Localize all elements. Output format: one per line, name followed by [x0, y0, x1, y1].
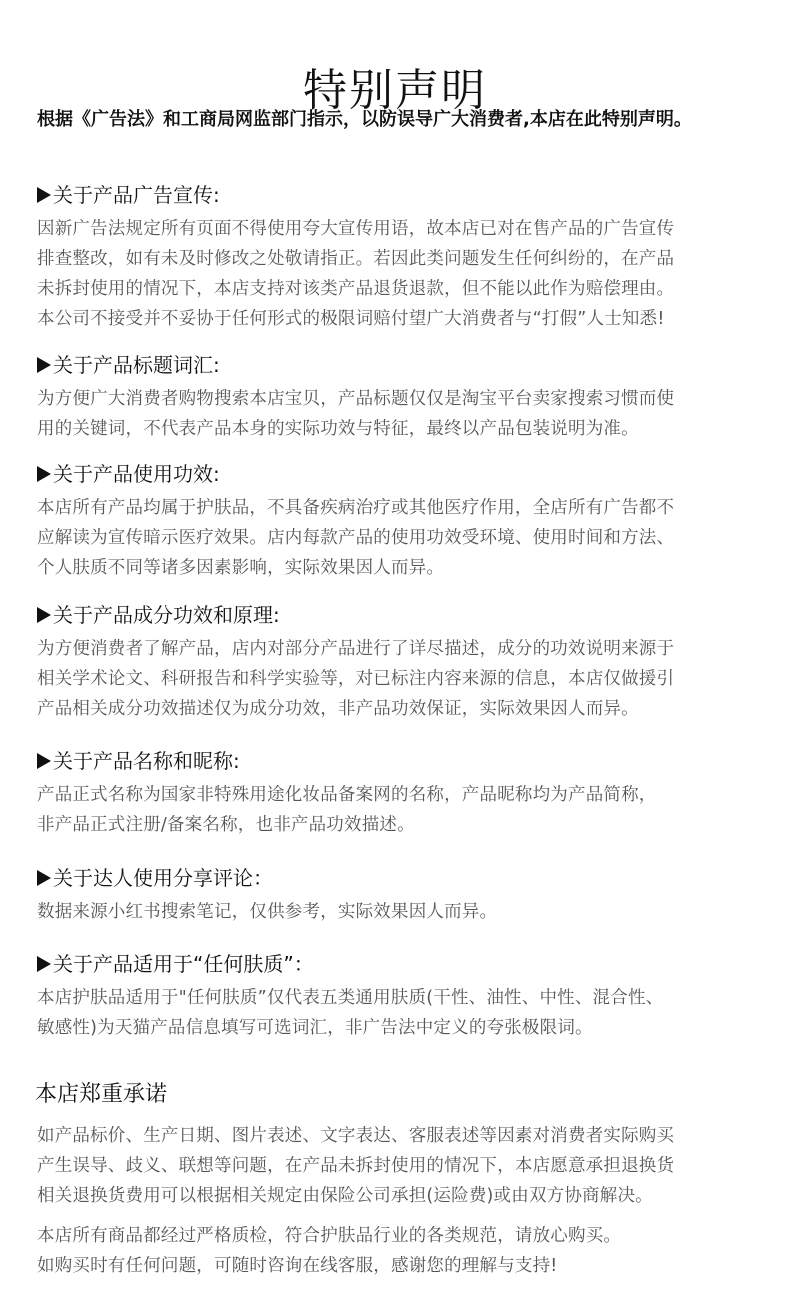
body-line: 排查整改，如有未及时修改之处敬请指正。若因此类问题发生任何纠纷的，在产品: [37, 249, 675, 269]
body-line: 本店所有商品都经过严格质检，符合护肤品行业的各类规范，请放心购买。: [37, 1226, 622, 1246]
section-product-names: [37, 746, 767, 840]
section-heading-text: 关于产品适用于“任何肤质”：: [53, 952, 314, 976]
section-heading-text: 关于产品标题词汇:: [53, 353, 220, 377]
section-heading-text: 关于产品广告宣传:: [53, 183, 220, 207]
section-heading: [37, 459, 767, 489]
section-heading: [37, 949, 767, 979]
triangle-bullet-icon: [37, 607, 51, 623]
section-skin-types: [37, 949, 767, 1043]
body-line: 本公司不接受并不妥协于任何形式的极限词赔付望广大消费者与“打假”人士知悉!: [37, 309, 665, 329]
section-body: [37, 780, 767, 840]
body-line: 产品相关成分功效描述仅为成分功效，非产品功效保证，实际效果因人而异。: [37, 699, 639, 719]
triangle-bullet-icon: [37, 357, 51, 373]
section-body: [37, 983, 767, 1043]
triangle-bullet-icon: [37, 870, 51, 886]
body-line: 敏感性)为天猫产品信息填写可选词汇，非广告法中定义的夸张极限词。: [37, 1018, 593, 1038]
section-heading-text: 关于产品使用功效:: [53, 462, 220, 486]
body-line: 为方便广大消费者购物搜索本店宝贝，产品标题仅仅是淘宝平台卖家搜索习惯而使: [37, 389, 675, 409]
triangle-bullet-icon: [37, 753, 51, 769]
section-influencer-reviews: [37, 863, 767, 927]
section-ingredients: [37, 600, 767, 724]
section-title-keywords: [37, 350, 767, 444]
body-line: 产品正式名称为国家非特殊用途化妆品备案网的名称，产品昵称均为产品简称，: [37, 785, 657, 805]
body-line: 如产品标价、生产日期、图片表述、文字表达、客服表述等因素对消费者实际购买: [37, 1126, 675, 1146]
triangle-bullet-icon: [37, 466, 51, 482]
body-line: 如购买时有任何问题，可随时咨询在线客服，感谢您的理解与支持!: [37, 1256, 558, 1276]
body-line: 产生误导、歧义、联想等问题，在产品未拆封使用的情况下，本店愿意承担退换货: [37, 1156, 675, 1176]
intro-text: 根据《广告法》和工商局网监部门指示，以防误导广大消费者,本店在此特别声明。: [37, 109, 692, 130]
body-line: 本店护肤品适用于"任何肤质”仅代表五类通用肤质(干性、油性、中性、混合性、: [37, 988, 664, 1008]
body-line: 本店所有产品均属于护肤品，不具备疾病治疗或其他医疗作用，全店所有广告都不: [37, 498, 675, 518]
promise-paragraph-2: [37, 1221, 767, 1281]
section-usage-effect: [37, 459, 767, 583]
body-line: 未拆封使用的情况下，本店支持对该类产品退货退款，但不能以此作为赔偿理由。: [37, 279, 675, 299]
section-body: [37, 214, 767, 334]
promise-paragraph-1: [37, 1121, 767, 1211]
body-line: 个人肤质不同等诸多因素影响，实际效果因人而异。: [37, 558, 445, 578]
section-heading: [37, 863, 767, 893]
section-body: [37, 493, 767, 583]
body-line: 非产品正式注册/备案名称，也非产品功效描述。: [37, 815, 415, 835]
body-line: 应解读为宣传暗示医疗效果。店内每款产品的使用功效受环境、使用时间和方法、: [37, 528, 675, 548]
triangle-bullet-icon: [37, 956, 51, 972]
section-body: [37, 384, 767, 444]
body-line: 为方便消费者了解产品，店内对部分产品进行了详尽描述，成分的功效说明来源于: [37, 639, 675, 659]
body-line: 因新广告法规定所有页面不得使用夸大宣传用语，故本店已对在售产品的广告宣传: [37, 219, 675, 239]
section-heading: [37, 180, 767, 210]
section-body: [37, 634, 767, 724]
triangle-bullet-icon: [37, 187, 51, 203]
section-heading-text: 关于产品成分功效和原理:: [53, 603, 280, 627]
body-line: 数据来源小红书搜索笔记，仅供参考，实际效果因人而异。: [37, 902, 498, 922]
section-ad-promotion: [37, 180, 767, 334]
section-heading-text: 关于达人使用分享评论：: [53, 866, 273, 890]
section-body: [37, 897, 767, 927]
page-title: 特别声明: [303, 65, 487, 117]
section-heading: [37, 600, 767, 630]
body-line: 相关学术论文、科研报告和科学实验等，对已标注内容来源的信息，本店仅做援引: [37, 669, 675, 689]
section-heading-text: 关于产品名称和昵称:: [53, 749, 240, 773]
body-line: 用的关键词，不代表产品本身的实际功效与特征，最终以产品包装说明为准。: [37, 419, 639, 439]
promise-heading: 本店郑重承诺: [35, 1082, 168, 1107]
section-heading: [37, 350, 767, 380]
body-line: 相关退换货费用可以根据相关规定由保险公司承担(运险费)或由双方协商解决。: [37, 1186, 653, 1206]
section-heading: [37, 746, 767, 776]
